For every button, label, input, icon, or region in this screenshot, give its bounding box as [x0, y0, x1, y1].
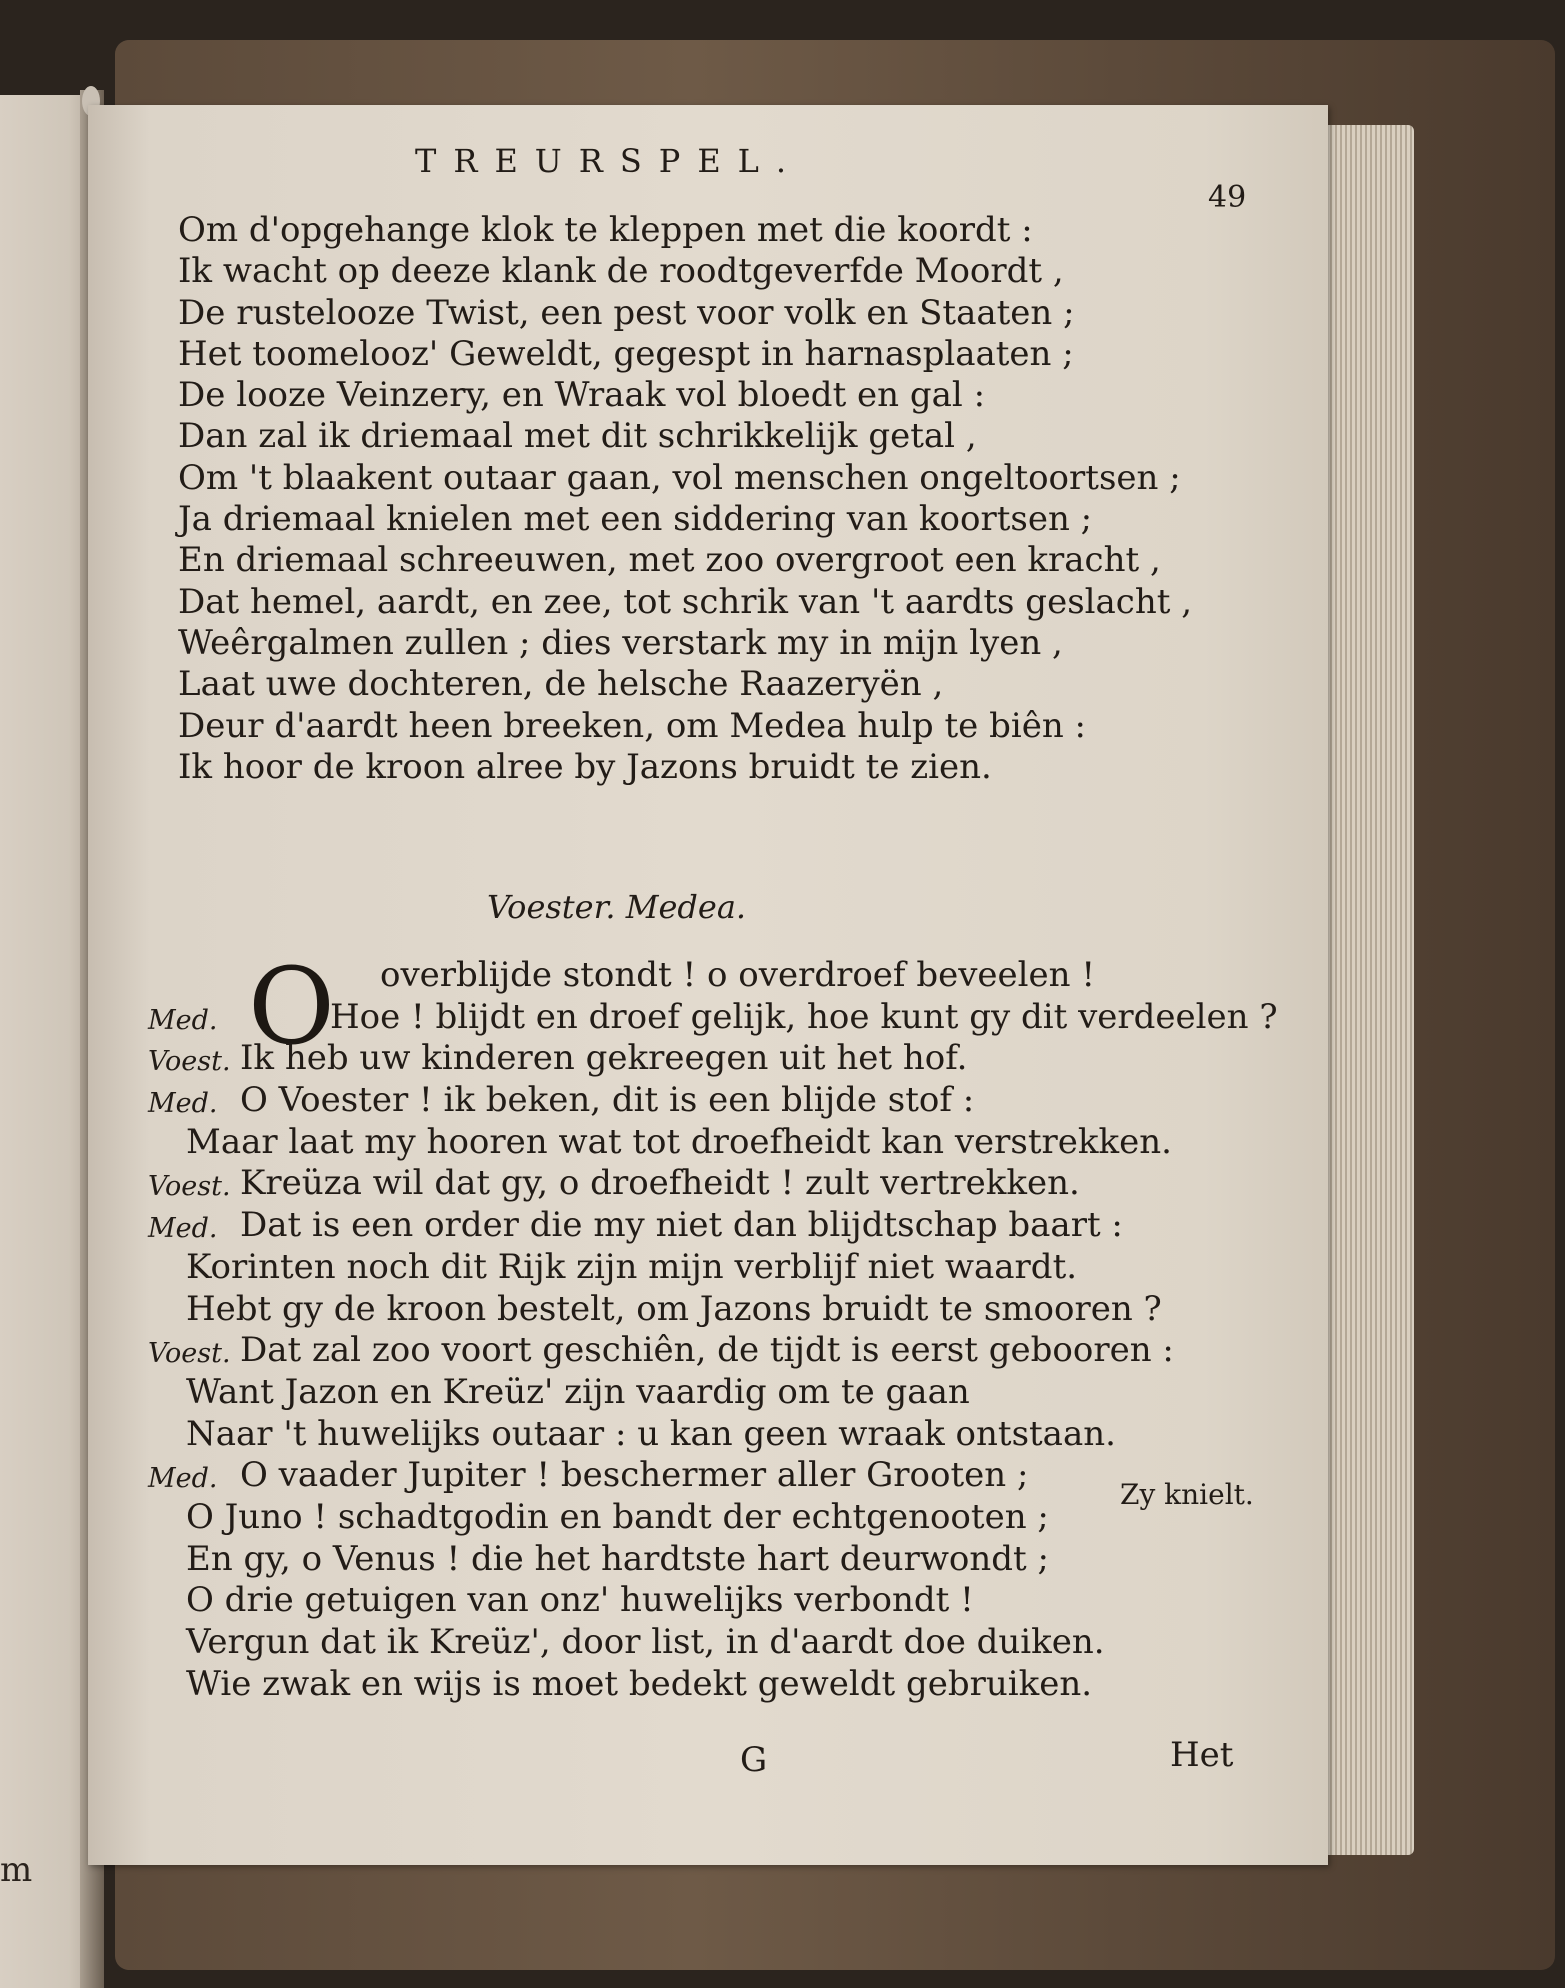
line-text: Naar 't huwelijks outaar : u kan geen wraak ontstaan. — [186, 1413, 1116, 1454]
verse-line: Dat hemel, aardt, en zee, tot schrik van 't aardts geslacht , — [178, 581, 1193, 622]
line-text: En gy, o Venus ! die het hardtste hart deurwondt ; — [186, 1538, 1049, 1579]
speaker-label: Voest. — [148, 1046, 231, 1078]
verse-line: En driemaal schreeuwen, met zoo overgroot een kracht , — [178, 540, 1161, 581]
dialogue-line — [148, 1122, 1248, 1164]
speaker-label: Med. — [148, 1088, 218, 1120]
line-text: O Voester ! ik beken, dit is een blijde stof : — [240, 1080, 975, 1121]
line-text: Dat zal zoo voort geschiên, de tijdt is eerst gebooren : — [240, 1330, 1174, 1371]
line-text: Hebt gy de kroon bestelt, om Jazons bruidt te smooren ? — [186, 1288, 1162, 1329]
verse-line: De rustelooze Twist, een pest voor volk en Staaten ; — [178, 292, 1075, 333]
line-text: Korinten noch dit Rijk zijn mijn verblijf niet waardt. — [186, 1246, 1078, 1287]
page-number: 49 — [1208, 180, 1247, 215]
dialogue-line — [148, 955, 1248, 997]
line-text: O Juno ! schadtgodin en bandt der echtgenooten ; — [186, 1496, 1049, 1537]
verse-line: De looze Veinzery, en Wraak vol bloedt en gal : — [178, 375, 986, 416]
dialogue-line — [148, 1497, 1248, 1539]
dialogue-line — [148, 996, 1278, 1039]
verse-line: Het toomelooz' Geweldt, gegespt in harnasplaaten ; — [178, 333, 1074, 374]
dialogue-line — [148, 1163, 1248, 1205]
catchword: Het — [1170, 1735, 1234, 1775]
left-page — [0, 95, 92, 1988]
verse-line: Om 't blaakent outaar gaan, vol menschen ongeltoortsen ; — [178, 457, 1181, 498]
dialogue-line — [148, 1038, 1248, 1080]
line-text: Kreüza wil dat gy, o droefheidt ! zult vertrekken. — [240, 1163, 1080, 1204]
verse-line: Ik hoor de kroon alree by Jazons bruidt te zien. — [178, 746, 992, 787]
verse-line: Om d'opgehange klok te kleppen met die koordt : — [178, 210, 1033, 250]
speaker-label: Med. — [148, 1463, 218, 1495]
dialogue-line — [148, 1455, 1248, 1497]
line-text: O drie getuigen van onz' huwelijks verbondt ! — [186, 1580, 974, 1621]
dialogue-line — [148, 1247, 1248, 1289]
line-text: overblijde stondt ! o overdroef beveelen ! — [380, 955, 1096, 995]
page-edges — [1322, 125, 1414, 1855]
dialogue-line — [148, 1289, 1248, 1331]
line-text: Maar laat my hooren wat tot droefheidt kan verstrekken. — [186, 1121, 1172, 1162]
running-head: TREURSPEL. — [415, 142, 804, 180]
signature-mark: G — [740, 1740, 768, 1780]
line-text: Want Jazon en Kreüz' zijn vaardig om te gaan — [186, 1371, 970, 1412]
dialogue-line — [148, 1539, 1248, 1581]
verse-line: Laat uwe dochteren, de helsche Raazeryën , — [178, 664, 944, 705]
dialogue-line — [148, 1330, 1248, 1372]
speaker-label: Med. — [148, 1213, 218, 1245]
verse-line: Ik wacht op deeze klank de roodtgeverfde Moordt , — [178, 251, 1064, 292]
dialogue-line — [148, 1664, 1248, 1706]
verse-line: Deur d'aardt heen breeken, om Medea hulp te biên : — [178, 705, 1086, 746]
dialogue-line — [148, 1205, 1248, 1247]
line-text: Ik heb uw kinderen gekreegen uit het hof. — [240, 1038, 968, 1079]
line-text: O vaader Jupiter ! beschermer aller Grooten ; — [240, 1455, 1029, 1496]
line-text: Vergun dat ik Kreüz', door list, in d'aardt doe duiken. — [186, 1622, 1105, 1662]
dialogue — [148, 945, 1278, 1705]
dialogue-line — [148, 1622, 1248, 1664]
verse-line: Weêrgalmen zullen ; dies verstark my in mijn lyen , — [178, 622, 1063, 663]
left-page-fragment: m — [0, 1850, 33, 1890]
dialogue-line — [148, 1080, 1248, 1122]
speaker-label: Voest. — [148, 1171, 231, 1203]
line-text: Hoe ! blijdt en droef gelijk, hoe kunt gy dit verdeelen ? — [330, 996, 1278, 1037]
opening-verse — [178, 210, 1278, 788]
dialogue-line — [148, 1372, 1248, 1414]
verse-line: Ja driemaal knielen met een siddering van koortsen ; — [178, 499, 1093, 540]
stage-direction: Zy knielt. — [1120, 1478, 1254, 1511]
dialogue-line — [148, 1580, 1248, 1622]
dialogue-line — [148, 1414, 1248, 1456]
speaker-label: Med. — [148, 1004, 218, 1036]
drop-cap: O — [248, 945, 335, 1068]
scene-heading: Voester. Medea. — [487, 888, 747, 926]
line-text: Dat is een order die my niet dan blijdtschap baart : — [240, 1205, 1123, 1246]
verse-line: Dan zal ik driemaal met dit schrikkelijk getal , — [178, 416, 977, 457]
speaker-label: Voest. — [148, 1338, 231, 1370]
line-text: Wie zwak en wijs is moet bedekt geweldt gebruiken. — [186, 1663, 1093, 1704]
